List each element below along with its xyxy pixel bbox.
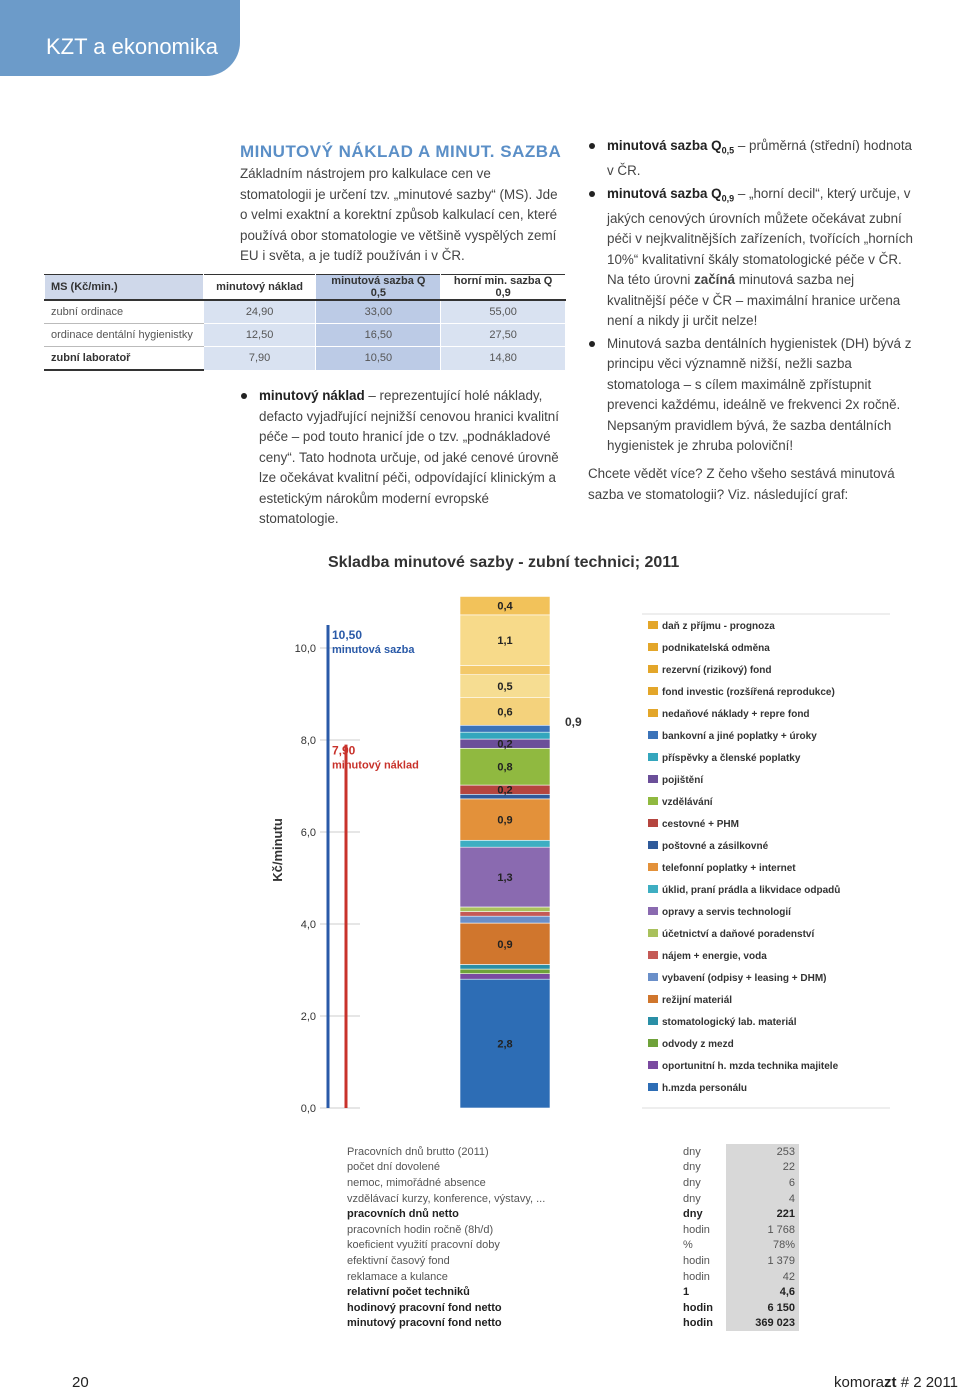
- legend-label: příspěvky a členské poplatky: [662, 753, 801, 764]
- item-text: Minutová sazba dentálních hygienistek (DH) bývá z principu věci významně nižší, nežli sazba stomatologa – s cílem maximálně zpřístupnit prevenci každému, ideálně ve frekvenci 2x ročně. Nepsaným pravidlem bývá, že sazba dentálních hygienistek je zhruba poloviční!: [607, 335, 912, 454]
- table-cell: koeficient využití pracovní doby: [347, 1239, 500, 1252]
- table-header-cell: minutová sazba Q 0,5: [316, 275, 441, 301]
- legend-swatch: [648, 621, 658, 629]
- table-row: [344, 1206, 799, 1222]
- legend-label: účetnictví a daňové poradenství: [662, 929, 815, 940]
- table-cell: 4,6: [726, 1284, 799, 1300]
- annotation-value: 7,90: [332, 743, 356, 758]
- y-tick-label: 10,0: [294, 643, 316, 655]
- item-text: – reprezentující holé náklady, defacto vyjadřující nejnižší cenovou hranici kvalitní péče – pod touto hranicí jde o tzv. „podnákladové ceny“. Tato hodnota určuje, od jaké cenové úrovně lze očekávat kvalitní péči, odpovídající klinickým a estetickým nárokům moderní evropské stomatologie.: [259, 388, 559, 526]
- legend-swatch: [648, 643, 658, 651]
- table-row: [344, 1316, 799, 1332]
- table-cell: vzdělávací kurzy, konference, výstavy, ...: [347, 1192, 546, 1205]
- table-cell: 55,00: [441, 300, 566, 324]
- legend-label: pojištění: [662, 775, 704, 786]
- y-tick-label: 8,0: [300, 735, 316, 747]
- table-cell: 10,50: [316, 347, 441, 371]
- legend-swatch: [648, 995, 658, 1003]
- work-fund-table: [344, 1144, 799, 1331]
- table-cell: 1: [683, 1286, 690, 1299]
- left-bullet-list: [240, 386, 565, 532]
- table-cell: 27,50: [441, 324, 566, 347]
- legend-label: nájem + energie, voda: [662, 951, 767, 962]
- table-cell: 22: [726, 1160, 799, 1176]
- legend-swatch: [648, 1083, 658, 1091]
- item-text: – průměrná (střední) hodnota v ČR.: [607, 138, 913, 179]
- table-cell: 12,50: [203, 324, 316, 347]
- header-tab: [0, 0, 240, 76]
- table-row: [344, 1269, 799, 1285]
- legend-label: daň z příjmu - prognoza: [662, 621, 775, 632]
- legend-swatch: [648, 929, 658, 937]
- table-row: [45, 324, 566, 347]
- legend-label: oportunitní h. mzda technika majitele: [662, 1061, 839, 1072]
- legend-label: cestovné + PHM: [662, 819, 739, 830]
- data-label: 0,2: [497, 784, 513, 797]
- term-label: minutový náklad: [259, 388, 365, 403]
- annotation-label: minutová sazba: [332, 644, 415, 656]
- legend-swatch: [648, 1039, 658, 1047]
- legend-label: h.mzda personálu: [662, 1083, 748, 1094]
- item-text: – „horní decil“, který určuje, v jakých cenových úrovních můžete očekávat zubní péči v nejkvalitnějších zařízeních, tvořících „horních 10%“ kvalitativní škály stomatologické péče v ČR. Na této úrovni: [607, 185, 913, 288]
- table-row: [344, 1222, 799, 1238]
- table-cell: minutový pracovní fond netto: [347, 1317, 502, 1330]
- legend-swatch: [648, 687, 658, 695]
- bar-segment: [460, 725, 550, 732]
- table-header-cell: horní min. sazba Q 0,9: [441, 275, 566, 301]
- data-label: 1,1: [497, 635, 513, 648]
- annotation-value: 0,9: [565, 715, 582, 730]
- data-label: 0,2: [497, 738, 513, 751]
- bar-segment: [460, 912, 550, 917]
- legend-swatch: [648, 709, 658, 717]
- table-cell: reklamace a kulance: [347, 1270, 448, 1283]
- minute-rate-table: [44, 274, 566, 371]
- list-item: [588, 334, 913, 457]
- term-label: minutová sazba $Q_{0,9}$: [607, 185, 735, 204]
- bar-segment: [460, 840, 550, 847]
- table-header-cell: minutový náklad: [203, 275, 316, 301]
- bar-segment: [460, 732, 550, 739]
- table-cell: dny: [683, 1176, 701, 1189]
- table-cell: hodin: [683, 1301, 713, 1314]
- table-cell: pracovních dnů netto: [347, 1208, 459, 1221]
- table-header-row: [45, 275, 566, 301]
- legend-label: nedaňové náklady + repre fond: [662, 709, 810, 720]
- chart-title: Skladba minutové sazby - zubní technici; 2011: [328, 554, 680, 571]
- legend-label: poštovné a zásilkovné: [662, 841, 769, 852]
- legend-swatch: [648, 1061, 658, 1069]
- table-cell: hodin: [683, 1270, 710, 1283]
- legend-swatch: [648, 731, 658, 739]
- page-number: 20: [72, 1374, 89, 1391]
- legend-label: úklid, praní prádla a likvidace odpadů: [662, 885, 841, 896]
- table-row: [344, 1284, 799, 1300]
- table-cell: počet dní dovolené: [347, 1161, 440, 1174]
- table-cell: 78%: [726, 1238, 799, 1254]
- table-cell: 24,90: [203, 300, 316, 324]
- legend-swatch: [648, 775, 658, 783]
- table-row: [344, 1191, 799, 1207]
- list-item: [588, 184, 913, 332]
- table-cell: ordinace dentální hygienistky: [45, 324, 204, 347]
- data-label: 0,8: [497, 761, 513, 774]
- table-row: [344, 1144, 799, 1160]
- legend-swatch: [648, 885, 658, 893]
- table-cell: 1 768: [726, 1222, 799, 1238]
- legend-swatch: [648, 863, 658, 871]
- data-label: 0,5: [497, 681, 513, 694]
- table-cell: hodinový pracovní fond netto: [347, 1301, 502, 1314]
- section-title: MINUTOVÝ NÁKLAD A MINUT. SAZBA: [240, 142, 562, 161]
- legend-label: fond investic (rozšířená reprodukce): [662, 687, 835, 698]
- legend-swatch: [648, 819, 658, 827]
- data-label: 2,8: [497, 1038, 513, 1051]
- table-row: [344, 1253, 799, 1269]
- table-cell: 253: [726, 1144, 799, 1160]
- intro-paragraph: Základním nástrojem pro kalkulace cen ve stomatologii je určení tzv. „minutové sazby“ (MS). Jde o velmi exaktní a korektní způsob kalkulací cen, které používá obor stomatologie ve většině vyspělých zemí EU i světa, a je tudíž používán i v ČR.: [240, 166, 558, 263]
- legend-label: vzdělávání: [662, 797, 713, 808]
- y-tick-label: 0,0: [300, 1103, 316, 1115]
- table-cell: Pracovních dnů brutto (2011): [347, 1145, 489, 1158]
- table-cell: dny: [683, 1145, 701, 1158]
- right-bullet-list: [588, 136, 913, 459]
- legend-swatch: [648, 1017, 658, 1025]
- table-cell: zubní ordinace: [45, 300, 204, 324]
- list-item: [588, 136, 913, 182]
- y-tick-label: 6,0: [300, 827, 316, 839]
- bar-segment: [460, 974, 550, 980]
- table-cell: nemoc, mimořádné absence: [347, 1176, 486, 1189]
- legend-swatch: [648, 951, 658, 959]
- item-text: minutová sazba nej kvalitnější péče v ČR – maximální hranice určena není a nikdy ji určit nelze!: [607, 272, 901, 329]
- table-row: [344, 1160, 799, 1176]
- legend-swatch: [648, 907, 658, 915]
- table-cell: 16,50: [316, 324, 441, 347]
- magazine-footer: komorazt # 2 2011: [834, 1374, 958, 1391]
- table-cell: 42: [726, 1269, 799, 1285]
- table-row: [45, 347, 566, 371]
- table-cell: 7,90: [203, 347, 316, 371]
- table-cell: 6: [726, 1175, 799, 1191]
- legend-swatch: [648, 841, 658, 849]
- legend-label: rezervní (rizikový) fond: [662, 665, 772, 676]
- table-cell: 4: [726, 1191, 799, 1207]
- table-cell: 14,80: [441, 347, 566, 371]
- legend-label: režijní materiál: [662, 995, 733, 1006]
- table-cell: dny: [683, 1161, 701, 1174]
- legend-swatch: [648, 797, 658, 805]
- bar-segment: [460, 964, 550, 969]
- table-cell: 369 023: [726, 1316, 799, 1332]
- table-cell: 1 379: [726, 1253, 799, 1269]
- table-row: [344, 1175, 799, 1191]
- bar-segment: [460, 665, 550, 674]
- table-cell: pracovních hodin ročně (8h/d): [347, 1223, 494, 1236]
- table-cell: relativní počet techniků: [347, 1286, 470, 1299]
- table-cell: 6 150: [726, 1300, 799, 1316]
- bar-segment: [460, 916, 550, 923]
- bar-segment: [460, 907, 550, 912]
- data-label: 0,6: [497, 706, 513, 719]
- data-label: 0,4: [497, 600, 513, 613]
- annotation-value: 10,50: [332, 628, 363, 642]
- table-cell: dny: [683, 1192, 701, 1205]
- list-item: [240, 386, 565, 530]
- header-title: KZT a ekonomika: [46, 34, 219, 59]
- annotation-label: minutový náklad: [332, 759, 419, 772]
- legend-label: vybavení (odpisy + leasing + DHM): [662, 973, 827, 984]
- item-strong: začíná: [694, 272, 736, 288]
- table-header-cell: MS (Kč/min.): [45, 275, 204, 301]
- table-row: [344, 1300, 799, 1316]
- table-cell: hodin: [683, 1317, 713, 1330]
- y-axis-label: Kč/minutu: [270, 818, 285, 882]
- legend-label: opravy a servis technologií: [662, 907, 791, 918]
- table-row: [344, 1238, 799, 1254]
- legend-swatch: [648, 665, 658, 673]
- legend-label: stomatologický lab. materiál: [662, 1017, 797, 1028]
- legend-label: bankovní a jiné poplatky + úroky: [662, 731, 817, 742]
- data-label: 0,9: [497, 814, 513, 827]
- data-label: 0,9: [497, 938, 513, 951]
- y-tick-label: 2,0: [300, 1011, 316, 1023]
- table-cell: hodin: [683, 1254, 710, 1267]
- table-cell: 33,00: [316, 300, 441, 324]
- table-cell: 221: [726, 1206, 799, 1222]
- y-tick-label: 4,0: [300, 919, 316, 931]
- term-label: minutová sazba $Q_{0,5}$: [607, 138, 735, 156]
- legend-label: odvody z mezd: [662, 1039, 734, 1050]
- legend-label: podnikatelská odměna: [662, 643, 770, 654]
- legend-swatch: [648, 753, 658, 761]
- table-cell: hodin: [683, 1223, 710, 1236]
- legend-swatch: [648, 973, 658, 981]
- table-cell: zubní laboratoř: [45, 347, 204, 371]
- table-cell: %: [683, 1239, 693, 1252]
- table-row: [45, 300, 566, 324]
- question-paragraph: Chcete vědět více? Z čeho všeho sestává minutová sazba ve stomatologii? Viz. následující graf:: [588, 466, 895, 502]
- table-cell: dny: [683, 1208, 703, 1221]
- table-cell: efektivní časový fond: [347, 1254, 450, 1267]
- stacked-bar-chart: [260, 580, 900, 1120]
- data-label: 1,3: [497, 872, 513, 885]
- legend-label: telefonní poplatky + internet: [662, 863, 796, 874]
- bar-segment: [460, 969, 550, 974]
